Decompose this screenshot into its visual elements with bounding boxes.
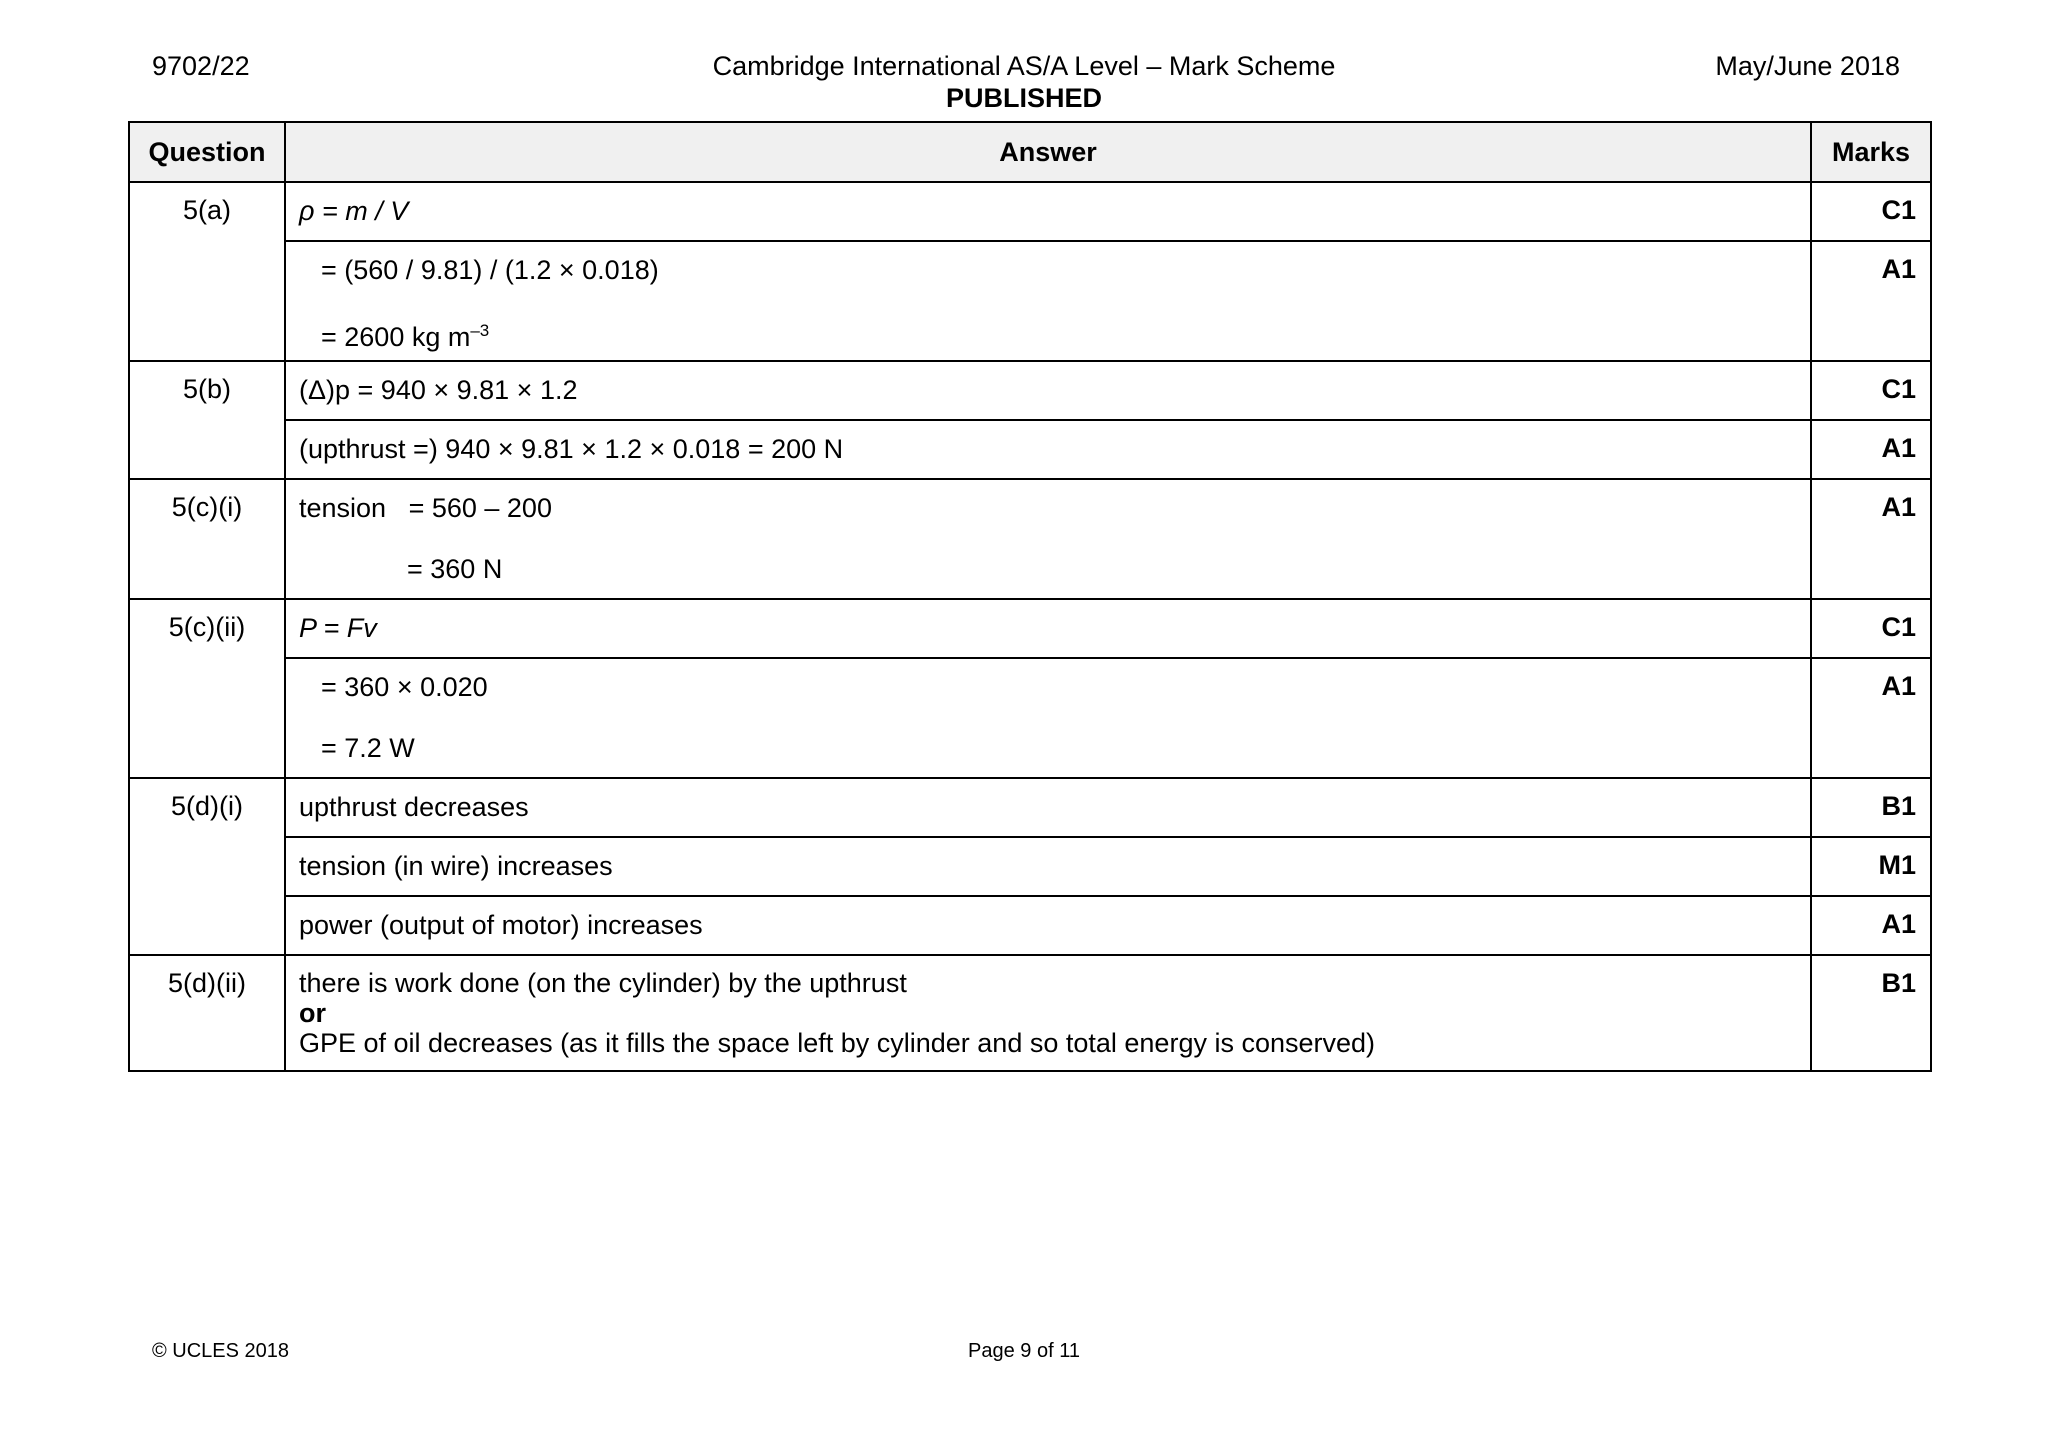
answer-line: there is work done (on the cylinder) by the upthrust (299, 968, 907, 998)
mark-cell: B1 (1811, 955, 1931, 1071)
mark-cell: A1 (1811, 420, 1931, 479)
mark-cell: B1 (1811, 778, 1931, 837)
answer-line: upthrust decreases (299, 792, 529, 822)
table-row (129, 955, 1931, 1071)
answer-line: = 360 × 0.020 (321, 672, 488, 702)
table-row (129, 658, 1931, 778)
table-row (129, 479, 1931, 599)
table-row (129, 420, 1931, 479)
answer-or-separator: or (299, 998, 326, 1028)
table-row (129, 837, 1931, 896)
answer-line: tension = 560 – 200 (299, 493, 552, 523)
table-row (129, 599, 1931, 658)
answer-cell (285, 955, 1811, 1071)
copyright-notice: © UCLES 2018 (152, 1340, 290, 1362)
question-number: 5(c)(i) (129, 479, 285, 599)
answer-line: (upthrust =) 940 × 9.81 × 1.2 × 0.018 = 200 N (299, 434, 844, 464)
table-row (129, 182, 1931, 241)
answer-cell (285, 599, 1811, 658)
answer-line: ρ = m / V (299, 196, 409, 226)
answer-line: tension (in wire) increases (299, 851, 613, 881)
answer-line: (Δ)p = 940 × 9.81 × 1.2 (299, 375, 578, 405)
answer-cell (285, 837, 1811, 896)
exam-session: May/June 2018 (1715, 51, 1900, 81)
mark-cell: A1 (1811, 896, 1931, 955)
mark-cell: A1 (1811, 241, 1931, 361)
mark-cell: C1 (1811, 599, 1931, 658)
answer-line: GPE of oil decreases (as it fills the space left by cylinder and so total energy is conserved) (299, 1028, 1376, 1058)
question-number: 5(b) (129, 361, 285, 479)
document-title: Cambridge International AS/A Level – Mark Scheme (712, 51, 1336, 81)
answer-cell (285, 361, 1811, 420)
marks-column-header: Marks (1811, 122, 1931, 182)
table-row (129, 778, 1931, 837)
answer-cell (285, 420, 1811, 479)
table-row (129, 896, 1931, 955)
question-number: 5(c)(ii) (129, 599, 285, 778)
mark-cell: C1 (1811, 182, 1931, 241)
question-number: 5(d)(ii) (129, 955, 285, 1071)
paper-code: 9702/22 (152, 51, 250, 81)
table-row (129, 241, 1931, 361)
answer-line: = 2600 kg $m^{-3}$ (321, 321, 490, 352)
mark-cell: A1 (1811, 479, 1931, 599)
answer-line: power (output of motor) increases (299, 910, 703, 940)
published-label: PUBLISHED (945, 83, 1102, 113)
page-number: Page 9 of 11 (968, 1340, 1080, 1362)
answer-cell (285, 479, 1811, 599)
answer-line: P = Fv (299, 613, 377, 643)
question-number: 5(d)(i) (129, 778, 285, 955)
answer-column-header: Answer (285, 122, 1811, 182)
mark-cell: M1 (1811, 837, 1931, 896)
mark-cell: A1 (1811, 658, 1931, 778)
question-number: 5(a) (129, 182, 285, 361)
answer-line: = 360 N (407, 554, 503, 584)
answer-cell (285, 241, 1811, 361)
answer-line: = 7.2 W (321, 733, 415, 763)
answer-cell (285, 182, 1811, 241)
mark-cell: C1 (1811, 361, 1931, 420)
question-column-header: Question (129, 122, 285, 182)
table-header-row (129, 122, 1931, 182)
mark-scheme-table (128, 121, 1932, 1072)
answer-line: = (560 / 9.81) / (1.2 × 0.018) (321, 255, 659, 285)
answer-cell (285, 658, 1811, 778)
answer-cell (285, 778, 1811, 837)
unit-exponent: –3 (470, 321, 490, 340)
answer-cell (285, 896, 1811, 955)
table-row (129, 361, 1931, 420)
